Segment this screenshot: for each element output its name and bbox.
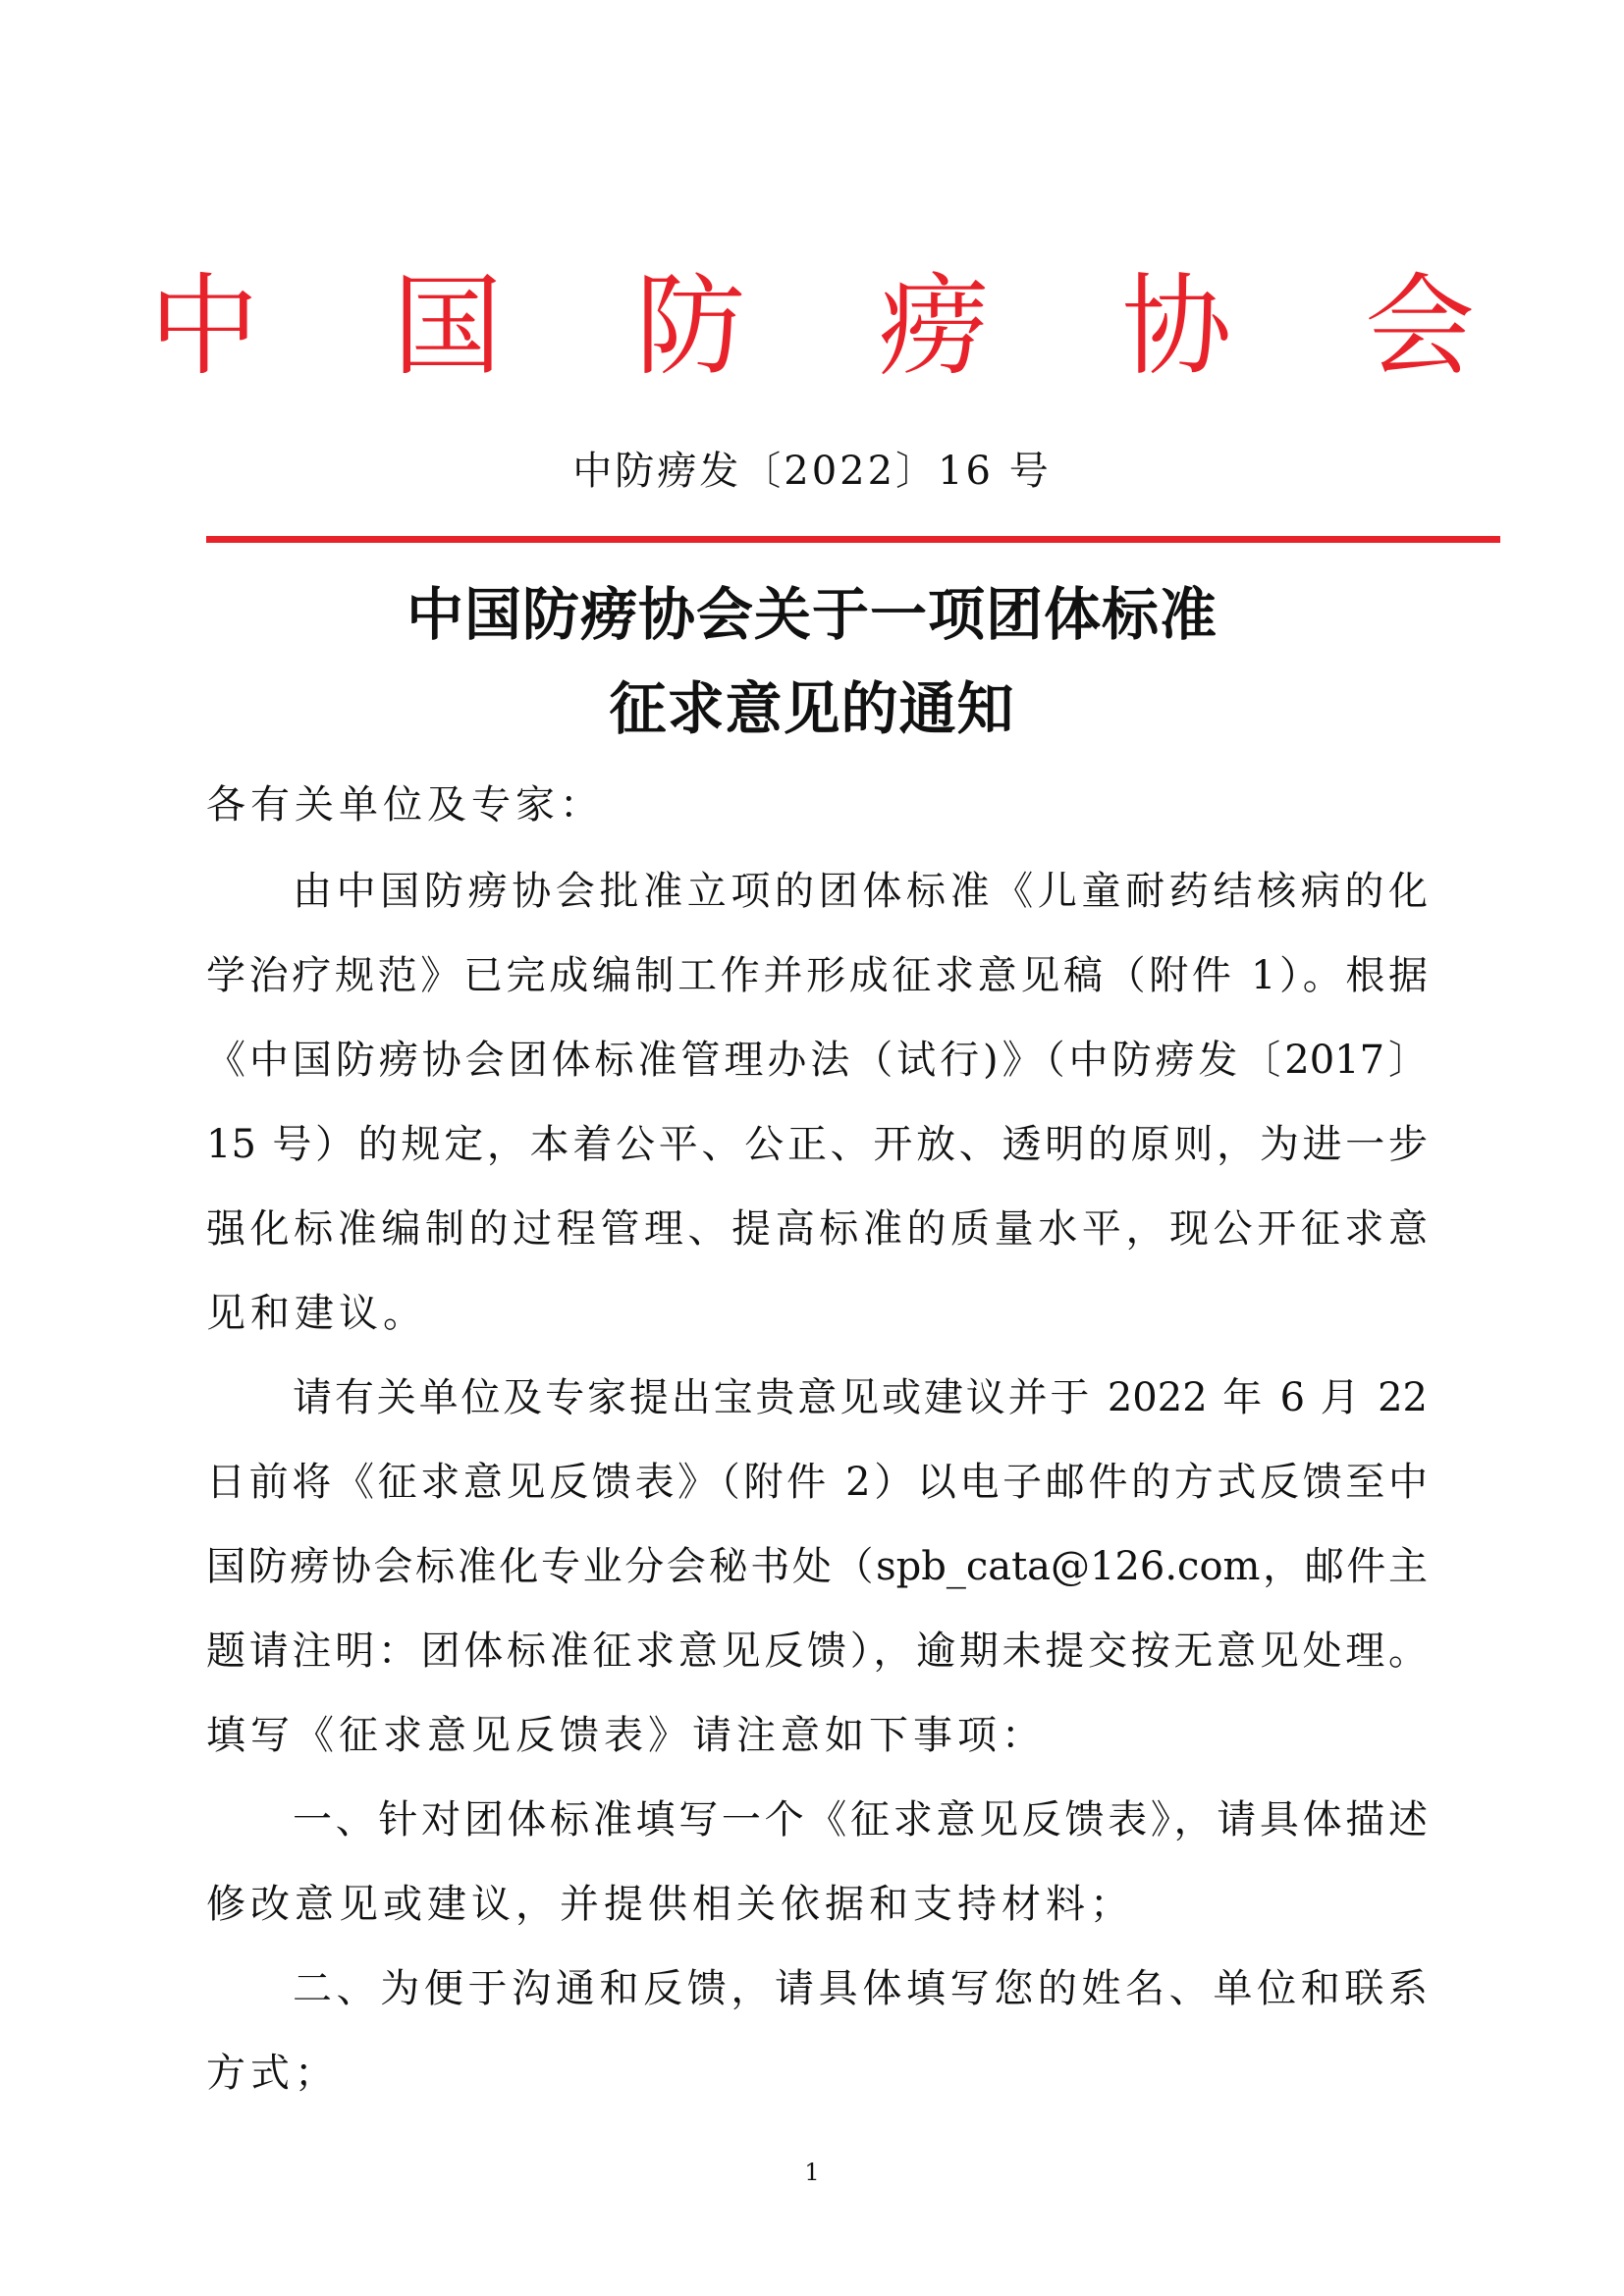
notice-title-line-1: 中国防痨协会关于一项团体标准: [406, 581, 1218, 648]
body-line: 请有关单位及专家提出宝贵意见或建议并于 2022 年 6 月 22: [293, 1375, 1428, 1420]
salutation: 各有关单位及专家：: [206, 782, 604, 828]
body-line: 强化标准编制的过程管理、提高标准的质量水平，现公开征求意: [206, 1206, 1428, 1252]
document-number: 中防痨发〔2022〕16 号: [572, 449, 1052, 494]
page-number: 1: [804, 2159, 820, 2186]
body-line: 15 号）的规定，本着公平、公正、开放、透明的原则，为进一步: [206, 1122, 1428, 1167]
body-line: 填写《征求意见反馈表》请注意如下事项：: [206, 1713, 1046, 1758]
body-line: 学治疗规范》已完成编制工作并形成征求意见稿（附件 1）。根据: [206, 953, 1428, 998]
body-line: 题请注明：团体标准征求意见反馈），逾期未提交按无意见处理。: [206, 1629, 1428, 1674]
body-line: 《中国防痨协会团体标准管理办法（试行)》（中防痨发〔2017〕: [206, 1038, 1428, 1083]
organization-name: 中 国 防 痨 协 会: [148, 263, 1524, 391]
notice-title-line-2: 征求意见的通知: [609, 675, 1015, 742]
red-divider-rule: [206, 536, 1500, 543]
body-line: 由中国防痨协会批准立项的团体标准《儿童耐药结核病的化: [293, 869, 1428, 914]
body-line: 二、为便于沟通和反馈，请具体填写您的姓名、单位和联系: [293, 1966, 1428, 2011]
body-line: 方式；: [206, 2051, 339, 2096]
body-line: 日前将《征求意见反馈表》（附件 2）以电子邮件的方式反馈至中: [206, 1460, 1428, 1505]
body-line: 一、针对团体标准填写一个《征求意见反馈表》，请具体描述: [293, 1797, 1428, 1842]
body-line: 修改意见或建议，并提供相关依据和支持材料；: [206, 1882, 1134, 1927]
body-line: 国防痨协会标准化专业分会秘书处（spb_cata@126.com，邮件主: [206, 1544, 1428, 1589]
body-line: 见和建议。: [206, 1291, 427, 1336]
